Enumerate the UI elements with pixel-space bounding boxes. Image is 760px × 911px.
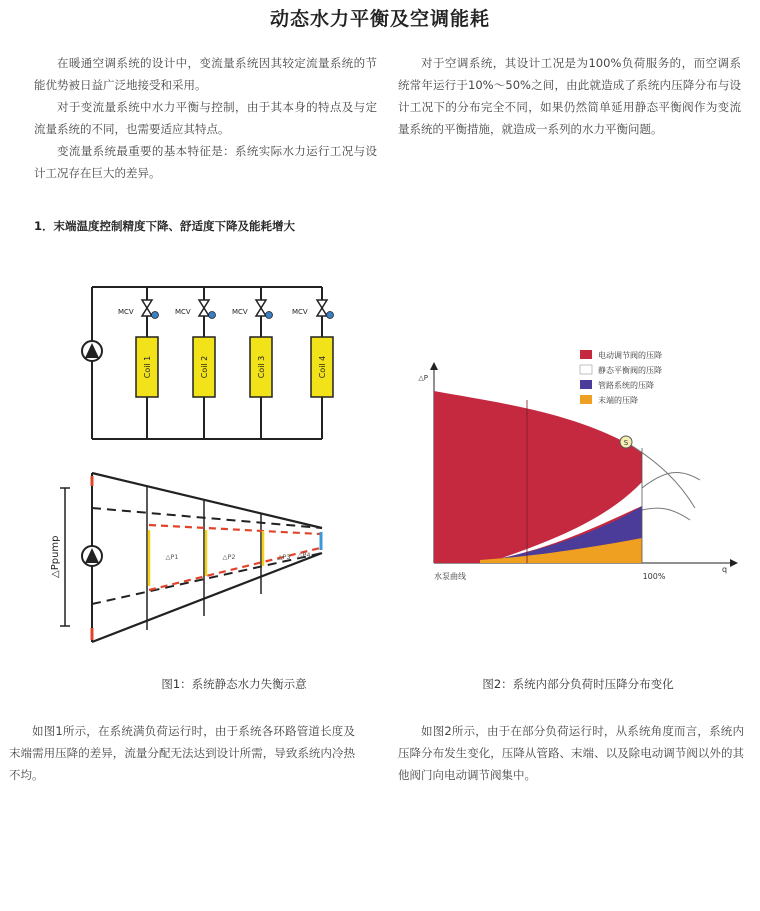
dp-label: △P1 [165, 553, 179, 561]
figure-2-caption: 图2：系统内部分负荷时压降分布变化 [482, 677, 674, 691]
dp-label: △P3 [277, 553, 291, 561]
x-left-label: 水泵曲线 [434, 572, 466, 581]
figure-1 [50, 278, 345, 646]
dp-label: △P4 [297, 551, 311, 559]
intro-left-paragraph: 对于变流量系统中水力平衡与控制，由于其本身的特点及与定流量系统的不同，也需要适应其特点。 [34, 100, 377, 136]
mcv-valve-icon [142, 300, 159, 319]
mcv-valve-icon [256, 300, 273, 319]
x-axis-label: q [722, 565, 728, 574]
coil-label: Coil 1 [143, 355, 152, 379]
operating-point-label: S [623, 439, 629, 447]
figure-2 [410, 338, 750, 588]
intro-left-paragraph: 在暖通空调系统的设计中，变流量系统因其较定流量系统的节能优势被日益广泛地接受和采用。 [34, 56, 377, 92]
legend-swatch [580, 395, 592, 404]
section-heading: 1．末端温度控制精度下降、舒适度下降及能耗增大 [34, 219, 295, 233]
intro-left-column [34, 52, 377, 184]
bottom-left-column [9, 720, 355, 786]
legend-swatch [580, 380, 592, 389]
legend-label: 管路系统的压降 [598, 381, 654, 390]
legend-swatch [580, 365, 592, 374]
x-right-label: 100% [642, 572, 666, 581]
legend-label: 静态平衡阀的压降 [598, 366, 662, 375]
mcv-label: MCV [118, 308, 134, 316]
coil-label: Coil 4 [318, 355, 327, 379]
legend-label: 电动调节阀的压降 [598, 351, 662, 360]
bottom-left-paragraph: 如图1所示，在系统满负荷运行时，由于系统各环路管道长度及末端需用压降的差异，流量分配无法达到设计所需，导致系统内冷热不均。 [9, 724, 355, 782]
pump-pressure-label: △Ppump [50, 535, 61, 578]
system-curve [642, 508, 690, 520]
pump-icon [82, 341, 102, 361]
intro-right-paragraph: 对于空调系统，其设计工况是为100%负荷服务的，而空调系统常年运行于10%～50%之间，由此就造成了系统内压降分布与设计工况下的分布完全不同，如果仍然简单延用静态平衡阀作为变流量系统的平衡措施，就造成一系列的水力平衡问题。 [398, 56, 741, 136]
figure-1-caption: 图1：系统静态水力失衡示意 [161, 677, 307, 691]
bottom-right-paragraph: 如图2所示，由于在部分负荷运行时，从系统角度而言，系统内压降分布发生变化，压降从管路、末端、以及除电动调节阀以外的其他阀门向电动调节阀集中。 [398, 724, 744, 782]
mcv-label: MCV [232, 308, 248, 316]
coil-label: Coil 3 [257, 355, 266, 379]
intro-right-column [398, 52, 741, 140]
mcv-valve-icon [317, 300, 334, 319]
mcv-valve-icon [199, 300, 216, 319]
legend-swatch [580, 350, 592, 359]
coil-label: Coil 2 [200, 355, 209, 379]
mcv-label: MCV [292, 308, 308, 316]
mcv-label: MCV [175, 308, 191, 316]
page-title: 动态水力平衡及空调能耗 [269, 8, 490, 30]
pump-icon [82, 546, 102, 566]
legend [580, 350, 662, 405]
y-axis-label: △P [418, 374, 428, 382]
bottom-right-column [398, 720, 744, 786]
system-curve [642, 472, 700, 488]
x-axis-arrow-icon [730, 559, 738, 567]
y-axis-arrow-icon [430, 362, 438, 370]
intro-left-paragraph: 变流量系统最重要的基本特征是：系统实际水力运行工况与设计工况存在巨大的差异。 [34, 144, 377, 180]
legend-label: 末端的压降 [598, 396, 638, 405]
dp-label: △P2 [222, 553, 236, 561]
